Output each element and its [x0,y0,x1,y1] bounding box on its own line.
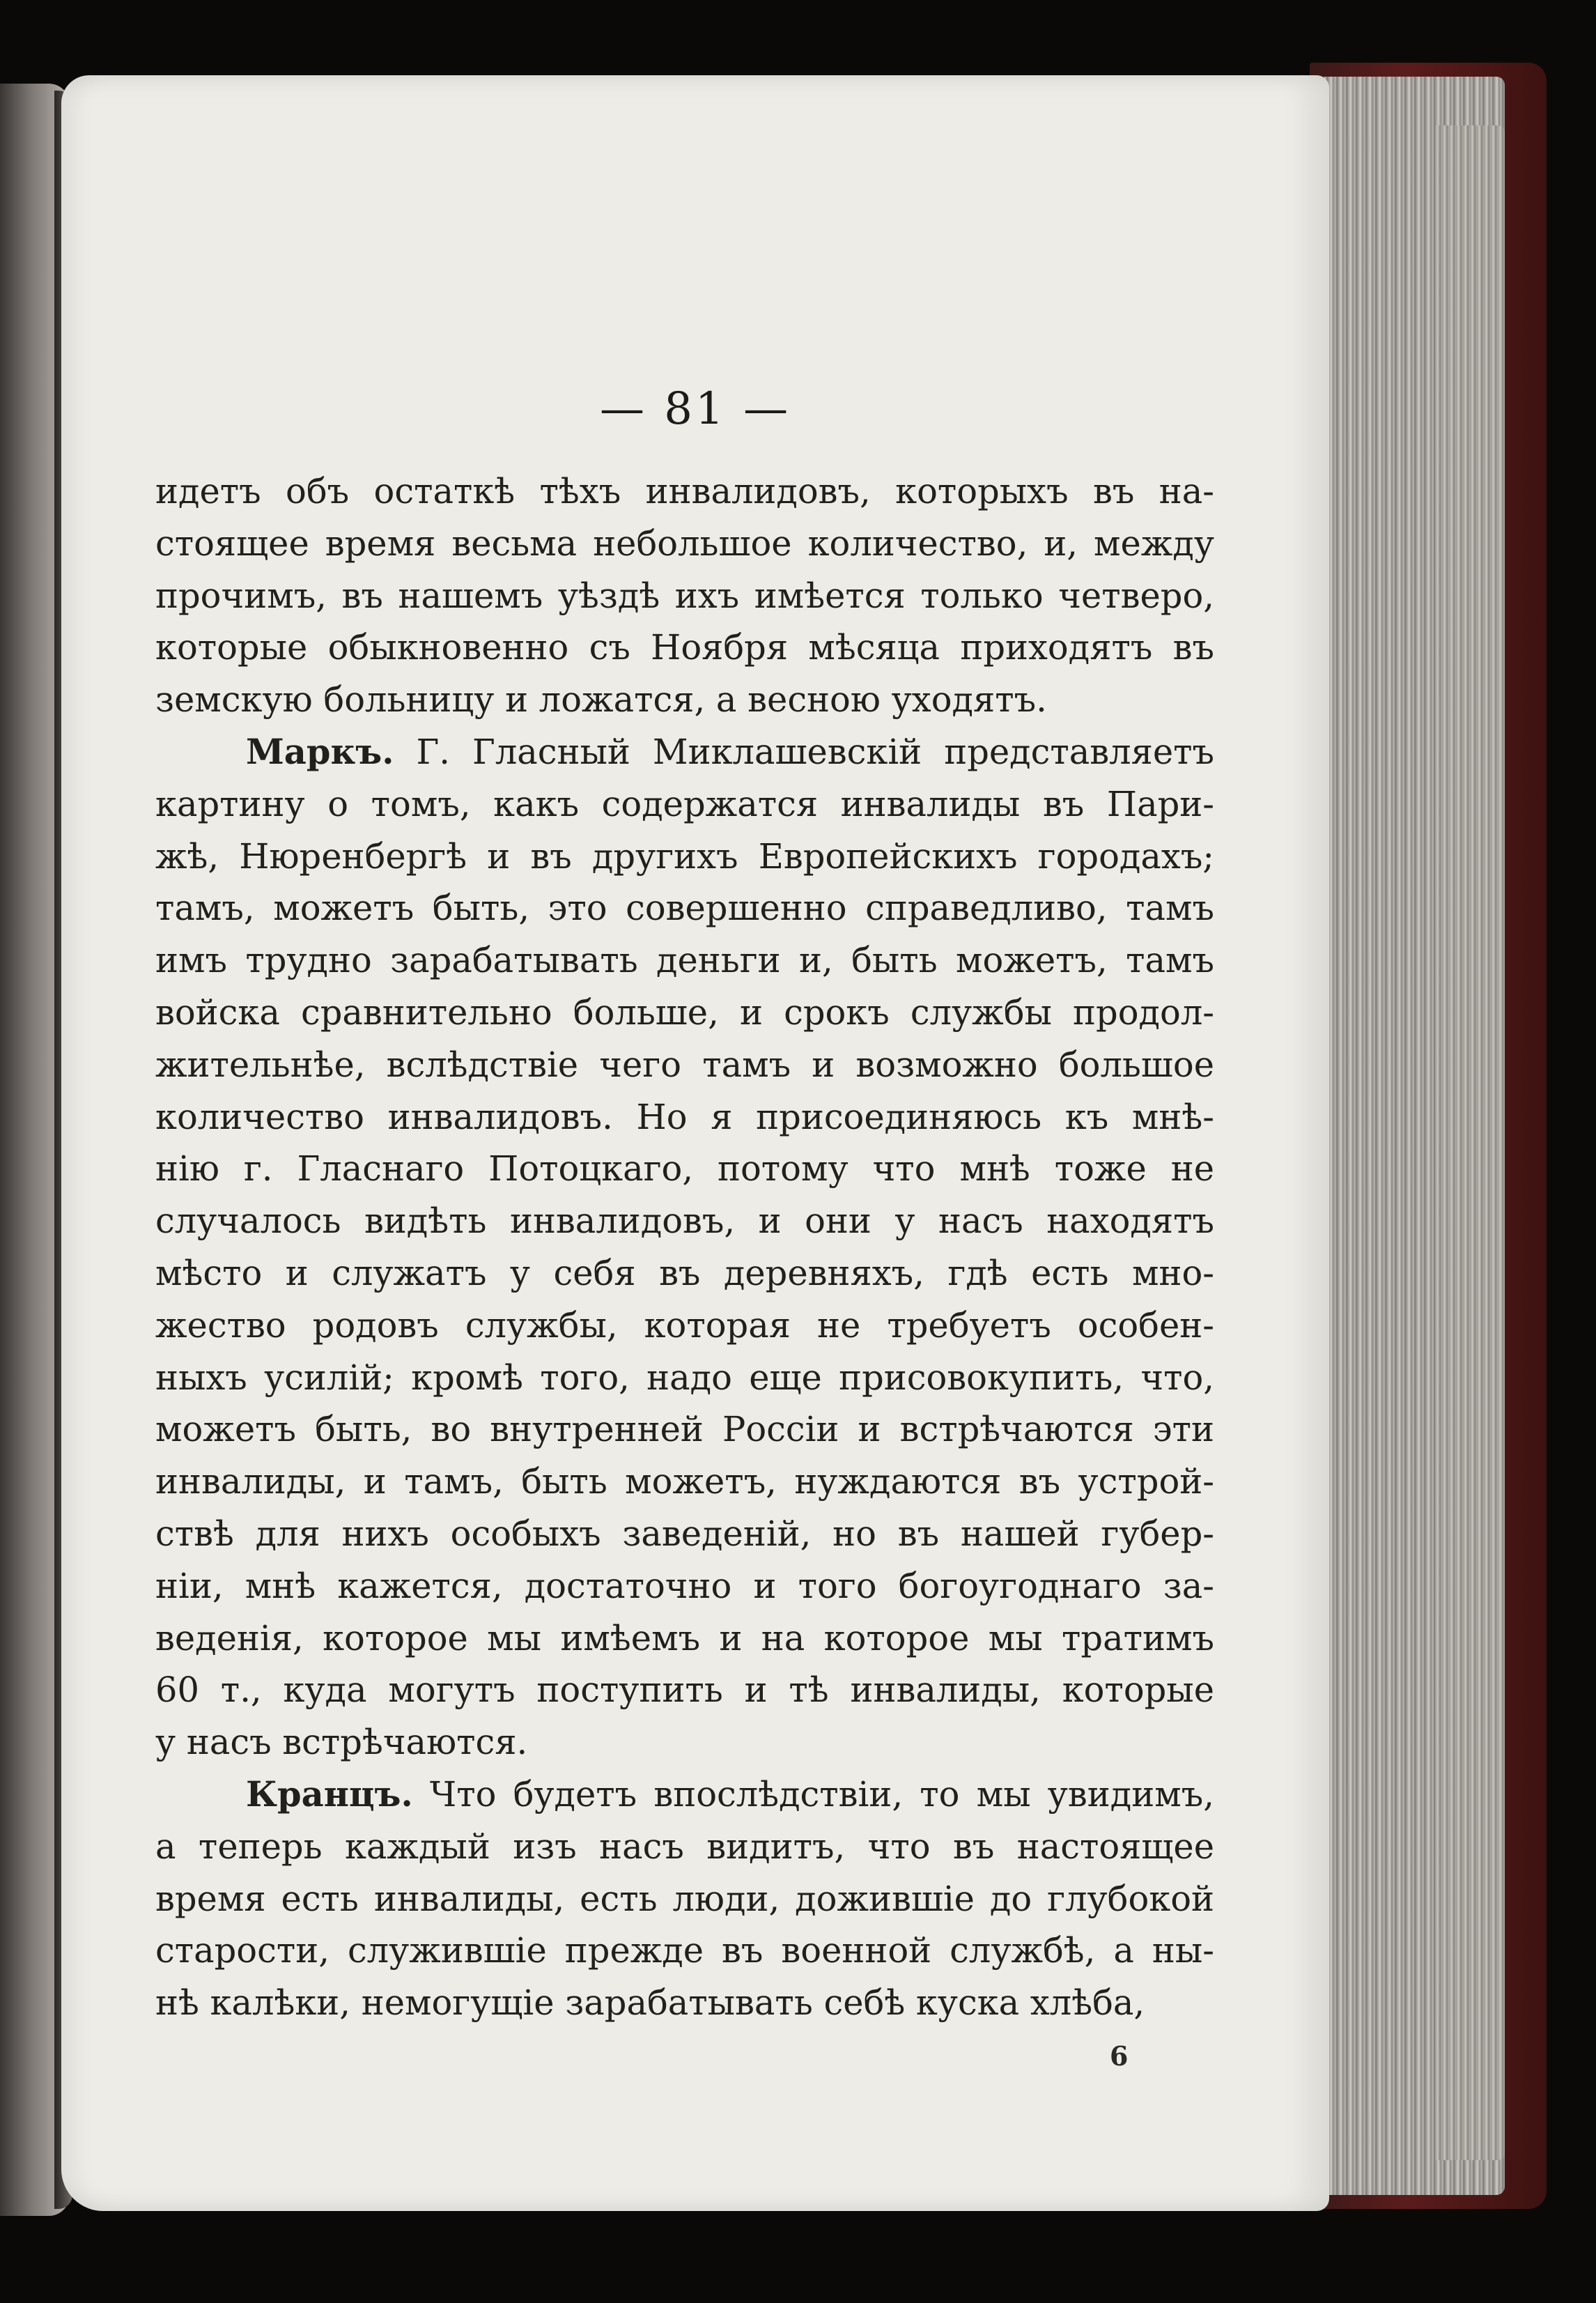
text-line: жѣ, Нюренбергѣ и въ другихъ Европейскихъ городахъ; [155,835,1214,877]
text-line: 60 т., куда могутъ поступить и тѣ инвалиды, которые [155,1670,1214,1711]
text-line: земскую больницу и ложатся, а весною уходятъ. [155,679,1047,721]
text-line: стоящее время весьма небольшое количество, и, между [155,523,1214,564]
text-line: ніи, мнѣ кажется, достаточно и того богоугоднаго за- [155,1565,1214,1606]
text-line: случалось видѣть инвалидовъ, и они у насъ находятъ [155,1201,1214,1242]
text-line: прочимъ, въ нашемъ уѣздѣ ихъ имѣется только четверо, [155,575,1214,616]
text-line: нѣ калѣки, немогущіе зарабатывать себѣ куска хлѣба, [155,1982,1145,2024]
page-number: — 81 — [599,383,791,435]
text-line: жество родовъ службы, которая не требуетъ особен- [155,1304,1214,1346]
text-line: тамъ, можетъ быть, это совершенно справедливо, тамъ [155,888,1214,929]
text-line: количество инвалидовъ. Но я присоединяюсь къ мнѣ- [155,1096,1214,1137]
text-line: которые обыкновенно съ Ноября мѣсяца приходятъ въ [155,627,1214,668]
page-edges-inner [1435,125,1505,2160]
text-line: у насъ встрѣчаются. [155,1722,528,1763]
page-text [155,465,1214,2029]
book-page [61,75,1329,2211]
text-line: идетъ объ остаткѣ тѣхъ инвалидовъ, которыхъ въ на- [155,471,1214,511]
text-line: а теперь каждый изъ насъ видитъ, что въ настоящее [155,1826,1214,1867]
text-line: мѣсто и служатъ у себя въ деревняхъ, гдѣ есть мно- [155,1252,1214,1293]
text-line: старости, служившіе прежде въ военной службѣ, а ны- [155,1930,1214,1971]
text-line: нію г. Гласнаго Потоцкаго, потому что мнѣ тоже не [155,1148,1214,1189]
text-line: время есть инвалиды, есть люди, дожившіе до глубокой [155,1878,1214,1919]
text-line: войска сравнительно больше, и срокъ службы продол- [155,992,1214,1033]
text-line: инвалиды, и тамъ, быть можетъ, нуждаются въ устрой- [155,1461,1214,1502]
text-line: ныхъ усилій; кромѣ того, надо еще присовокупить, что, [155,1357,1214,1398]
text-line [155,1769,1214,1821]
speaker-name: Маркъ. [246,731,394,772]
line-text: Что будетъ впослѣдствіи, то мы увидимъ, [412,1773,1214,1815]
text-line: ствѣ для нихъ особыхъ заведеній, но въ нашей губер- [155,1513,1214,1554]
speaker-name: Кранцъ. [246,1773,413,1815]
line-text: Г. Гласный Миклашевскій представляетъ [394,731,1214,772]
text-line: жительнѣе, вслѣдствіе чего тамъ и возможно большое [155,1044,1214,1085]
text-line: имъ трудно зарабатывать деньги и, быть можетъ, тамъ [155,940,1214,981]
text-line: можетъ быть, во внутренней Россіи и встрѣчаются эти [155,1409,1214,1450]
signature-mark: 6 [1110,2040,1129,2072]
text-line: веденія, которое мы имѣемъ и на которое мы тратимъ [155,1617,1214,1658]
text-line: картину о томъ, какъ содержатся инвалиды въ Пари- [155,783,1214,824]
text-line [155,726,1214,778]
